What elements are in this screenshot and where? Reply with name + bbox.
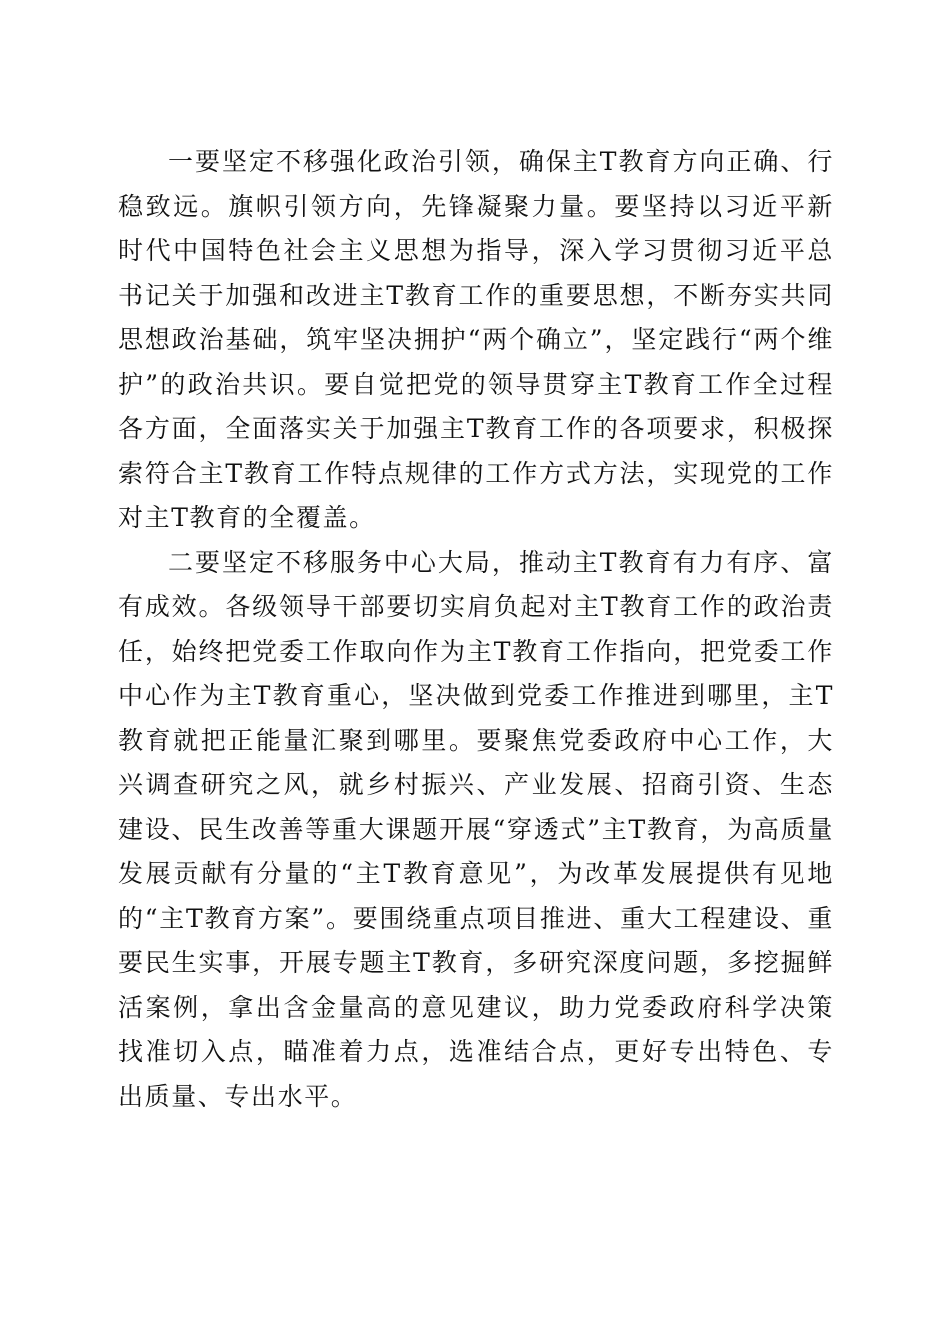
document-body xyxy=(118,140,834,1119)
paragraph-2: 二要坚定不移服务中心大局，推动主T教育有力有序、富有成效。各级领导干部要切实肩负起对主T教育工作的政治责任，始终把党委工作取向作为主T教育工作指向，把党委工作中心作为主T教育重心，坚决做到党委工作推进到哪里，主T教育就把正能量汇聚到哪里。要聚焦党委政府中心工作，大兴调查研究之风，就乡村振兴、产业发展、招商引资、生态建设、民生改善等重大课题开展“穿透式”主T教育，为高质量发展贡献有分量的“主T教育意见”，为改革发展提供有见地的“主T教育方案”。要围绕重点项目推进、重大工程建设、重要民生实事，开展专题主T教育，多研究深度问题，多挖掘鲜活案例，拿出含金量高的意见建议，助力党委政府科学决策找准切入点，瞄准着力点，选准结合点，更好专出特色、专出质量、专出水平。 xyxy=(118,547,834,1111)
paragraph-1: 一要坚定不移强化政治引领，确保主T教育方向正确、行稳致远。旗帜引领方向，先锋凝聚力量。要坚持以习近平新时代中国特色社会主义思想为指导，深入学习贯彻习近平总书记关于加强和改进主T教育工作的重要思想，不断夯实共同思想政治基础，筑牢坚决拥护“两个确立”，坚定践行“两个维护”的政治共识。要自觉把党的领导贯穿主T教育工作全过程各方面，全面落实关于加强主T教育工作的各项要求，积极探索符合主T教育工作特点规律的工作方式方法，实现党的工作对主T教育的全覆盖。 xyxy=(118,147,834,532)
